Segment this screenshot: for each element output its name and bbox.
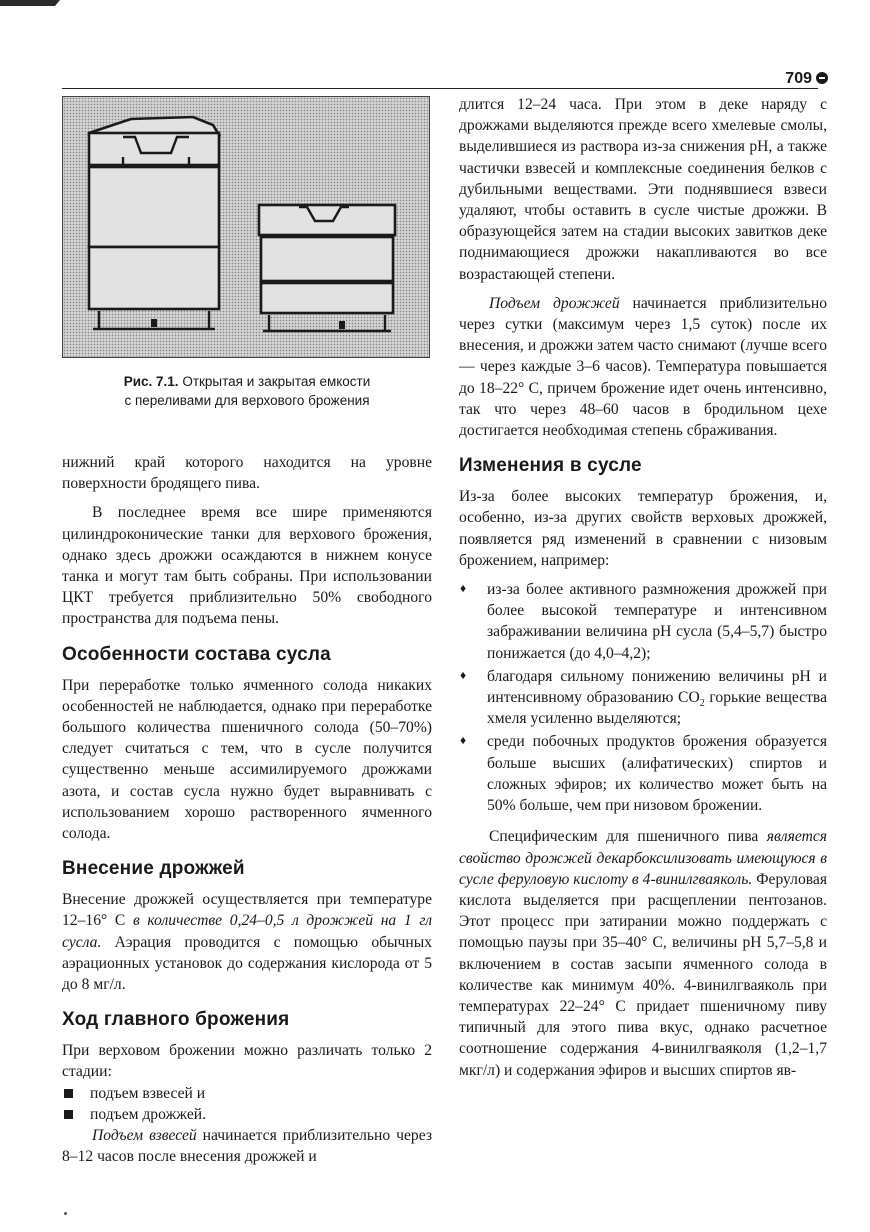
open-tank-legs: [263, 315, 391, 331]
closed-tank-body-upper: [89, 167, 219, 247]
closed-tank-body-lower: [89, 247, 219, 309]
paragraph: В последнее время все шире применяются цилиндроконические танки для верхового брожения, однако здесь дрожжи осаждаются в нижнем конусе танка и могут там быть собраны. При использовании ЦКТ требуется приблизительно 50% свободного пространства для подъема пены.: [62, 504, 432, 628]
paragraph: Подъем взвесей начинается приблизительно через 8–12 часов после внесения дрожжей и: [62, 1127, 432, 1166]
list-item: ♦ благодаря сильному понижению величины pH и интенсивному образованию $CO_2$ горькие вещества хмеля усиленно выделяются;: [460, 667, 827, 728]
page-number: 709: [785, 70, 828, 88]
figure-caption: [62, 372, 432, 410]
paragraph: При переработке только ячменного солода никаких особенностей не наблюдается, однако при переработке большого количества пшеничного солода (50–70%) следует считаться с тем, что в сусле получится существенно меньше ассимилируемого дрожжами азота, и состав сусла нужно будет выравнивать с использованием хорошо растворенного ячменного солода.: [62, 676, 432, 843]
scan-edge-artifact: [0, 0, 60, 6]
closed-tank-lid: [89, 133, 219, 165]
paragraph: нижний край которого находится на уровне поверхности бродящего пива.: [62, 454, 432, 493]
stages-list: [62, 1083, 432, 1125]
open-tank-body-upper: [261, 237, 393, 281]
paragraph: При верховом брожении можно различать только 2 стадии:: [62, 1042, 432, 1081]
figure-label: Рис. 7.1.: [123, 374, 179, 389]
diamond-bullet-icon: ♦: [460, 733, 467, 748]
paragraph: Подъем дрожжей начинается приблизительно через сутки (максимум через 1,5 суток) после их внесения, и дрожжи затем часто снимают (лучше всего — через каждые 3–6 часов). Температура повышается до 18–22° С, причем брожение идет очень интенсивно, так что через 48–60 часов в бродильном цехе достигается необходимая степень сбраживания.: [459, 294, 827, 440]
heading-main-fermentation: Ход главного брожения: [62, 1009, 290, 1031]
heading-wort-changes: Изменения в сусле: [459, 455, 642, 477]
square-bullet-icon: [64, 1110, 73, 1119]
caption-line-1: Открытая и закрытая емкости: [182, 374, 371, 389]
paragraph: Из-за более высоких температур брожения, и, особенно, из-за других свойств верховых дрожжей, появляется ряд изменений в сравнении с низовым брожением, например:: [459, 488, 827, 569]
figure-tanks: [62, 96, 430, 358]
diamond-bullet-icon: ♦: [460, 667, 467, 682]
heading-wort-composition: Особенности состава сусла: [62, 643, 331, 665]
list-item: ♦ среди побочных продуктов брожения образуется больше высших (алифатических) спиртов и сложных эфиров; их количество может быть на 50% больше, чем при низовом брожении.: [460, 733, 827, 815]
list-item: подъем дрожжей.: [62, 1104, 432, 1125]
paragraph: Внесение дрожжей осуществляется при температуре 12–16° С в количестве 0,24–0,5 л дрожжей на 1 гл сусла. Аэрация проводится с помощью обычных аэрационных установок до содержания кислорода от 5 до 8 мг/л.: [62, 891, 433, 994]
page-marker-icon: [816, 72, 828, 84]
tanks-illustration: [63, 97, 429, 357]
list-item: подъем взвесей и: [62, 1083, 432, 1104]
caption-line-2: с переливами для верхового брожения: [124, 393, 370, 408]
scan-speck: [64, 1212, 67, 1215]
right-column: [459, 94, 827, 1081]
header-rule: [62, 88, 818, 89]
left-column: [62, 94, 432, 1167]
diamond-bullet-icon: ♦: [460, 581, 467, 596]
list-item: ♦ из-за более активного размножения дрожжей при более высокой температуре и интенсивном забраживании величина pH сусла (5,4–5,7) быстро понижается (до 4,0–4,2);: [460, 581, 827, 662]
heading-yeast-pitching: Внесение дрожжей: [62, 858, 245, 880]
paragraph: Специфическим для пшеничного пива является свойство дрожжей декарбоксилизовать имеющуюся в сусле феруловую кислоту в 4-винилгваяколь. Феруловая кислота выделяется при расщеплении пентозанов. Этот процесс при затирании можно поддержать с помощью паузы при 35–40° С, величины pH 5,7–5,8 и включением в состав засыпи ячменного солода в количестве как минимум 40%. 4-винилгваяколь при температурах 22–24° С придает пшеничному пиву типичный для этого пива вкус, однако расчетное соотношение содержания 4-винилгваяколя (1,2–1,7 мкг/л) и содержания эфиров и высших спиртов яв-: [459, 828, 827, 1079]
open-tank-body-lower: [261, 283, 393, 313]
changes-list: [459, 579, 827, 816]
paragraph: длится 12–24 часа. При этом в деке наряду с дрожжами выделяются прежде всего хмелевые смолы, выделившиеся из раствора из-за снижения pH, а также частички взвесей и комплексные соединения белков с дубильными веществами. Эти поднявшиеся взвеси удаляют, чтобы оставить в сусле чистые дрожжи. В образующейся затем на стадии высоких завитков деке поднимающиеся дрожжи накапливаются во все возрастающей степени.: [459, 96, 827, 283]
square-bullet-icon: [64, 1089, 73, 1098]
